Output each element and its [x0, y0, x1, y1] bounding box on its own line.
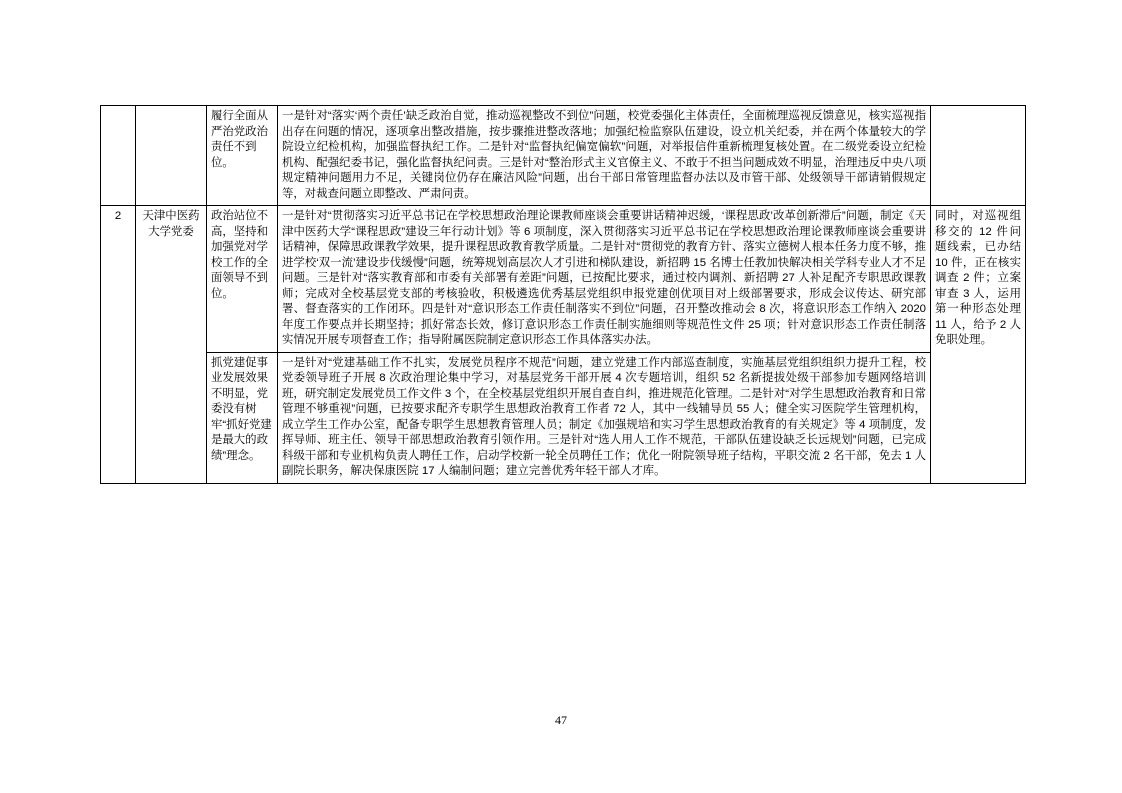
problem-topic-cell: 履行全面从严治党政治责任不到位。 [207, 106, 278, 206]
rectification-measures-cell: 一是针对“落实‘两个责任’缺乏政治自觉，推动巡视整改不到位”问题，校党委强化主体责任，全面梳理巡视反馈意见，核实巡视指出存在问题的情况，逐项拿出整改措施，按步骤推进整改落地；加强纪检监察队伍建设，设立机关纪委，并在两个体量较大的学院设立纪检机构，加强监督执纪工作。二是针对“监督执纪偏宽偏软”问题，对举报信件重新梳理复核处置。在二级党委设立纪检机构、配强纪委书记，强化监督执纪问责。三是针对“整治形式主义官僚主义、不敢于不担当问题成效不明显，治理违反中央八项规定精神问题用力不足，关键岗位仍存在廉洁风险”问题，出台干部日常管理监督办法以及市管干部、处级领导干部请销假规定等，对裁查问题立即整改、严肃问责。 [278, 106, 931, 206]
case-handling-cell: 同时，对巡视组移交的 12 件问题线索，已办结 10 件，正在核实调查 2 件；立案审查 3 人，运用第一种形态处理 11 人，给予 2 人免职处理。 [931, 206, 1026, 484]
problem-topic-cell: 政治站位不高，坚持和加强党对学校工作的全面领导不到位。 [207, 206, 278, 353]
rectification-measures-cell: 一是针对“贯彻落实习近平总书记在学校思想政治理论课教师座谈会重要讲话精神迟缓，‘课程思政’改革创新滞后”问题，制定《天津中医药大学“课程思政”建设三年行动计划》等 6 项制度，深入贯彻落实习近平总书记在学校思想政治理论课教师座谈会重要讲话精神，保障思政课教学效果，提升课程思政教育教学质量。二是针对“贯彻党的教育方针、落实立德树人根本任务力度不够，推进学校‘双一流’建设步伐缓慢”问题，统筹规划高层次人才引进和梯队建设，新招聘 15 名博士任教加快解决相关学科专业人才不足问题。三是针对“落实教育部和市委有关部署有差距”问题，已按配比要求，通过校内调剂、新招聘 27 人补足配齐专职思政课教师；完成对全校基层党支部的考核验收，积极遴选优秀基层党组织申报党建创优项目对上级部署要求，形成会议传达、研究部署、督查落实的工作闭环。四是针对“意识形态工作责任制落实不到位”问题，召开整改推动会 8 次，将意识形态工作纳入 2020 年度工作要点并长期坚持；抓好常态长效，修订意识形态工作责任制实施细则等规范性文件 25 项；针对意识形态工作责任制落实情况开展专项督查工作；指导附属医院制定意识形态工作具体落实办法。 [278, 206, 931, 353]
organization-cell [136, 106, 207, 206]
table-row [101, 352, 1026, 483]
inspection-rectification-table [100, 105, 1026, 484]
table-row [101, 206, 1026, 353]
problem-topic-cell: 抓党建促事业发展效果不明显，党委没有树牢“抓好党建是最大的政绩”理念。 [207, 352, 278, 483]
page-number: 47 [555, 713, 567, 727]
row-number-cell [101, 106, 136, 206]
row-number-cell: 2 [101, 206, 136, 484]
table-row [101, 106, 1026, 206]
case-handling-cell [931, 106, 1026, 206]
rectification-measures-cell: 一是针对“党建基础工作不扎实，发展党员程序不规范”问题，建立党建工作内部巡查制度，实施基层党组织组织力提升工程，校党委领导班子开展 8 次政治理论集中学习，对基层党务干部开展 4 次专题培训，组织 52 名新提拔处级干部参加专题网络培训班，研究制定发展党员工作文件 3 个，在全校基层党组织开展自查自纠，推进规范化管理。二是针对“对学生思想政治教育和日常管理不够重视”问题，已按要求配齐专职学生思想政治教育工作者 72 人，其中一线辅导员 55 人；健全实习医院学生管理机构，成立学生工作办公室，配备专职学生思想教育管理人员；制定《加强规培和实习学生思想政治教育的有关规定》等 4 项制度，发挥导师、班主任、领导干部思想政治教育引领作用。三是针对“选人用人工作不规范，干部队伍建设缺乏长远规划”问题，已完成科级干部和专业机构负责人聘任工作，启动学校新一轮全员聘任工作；优化一附院领导班子结构，平职交流 2 名干部，免去 1 人副院长职务，解决保康医院 17 人编制问题；建立完善优秀年轻干部人才库。 [278, 352, 931, 483]
organization-cell: 天津中医药大学党委 [136, 206, 207, 484]
